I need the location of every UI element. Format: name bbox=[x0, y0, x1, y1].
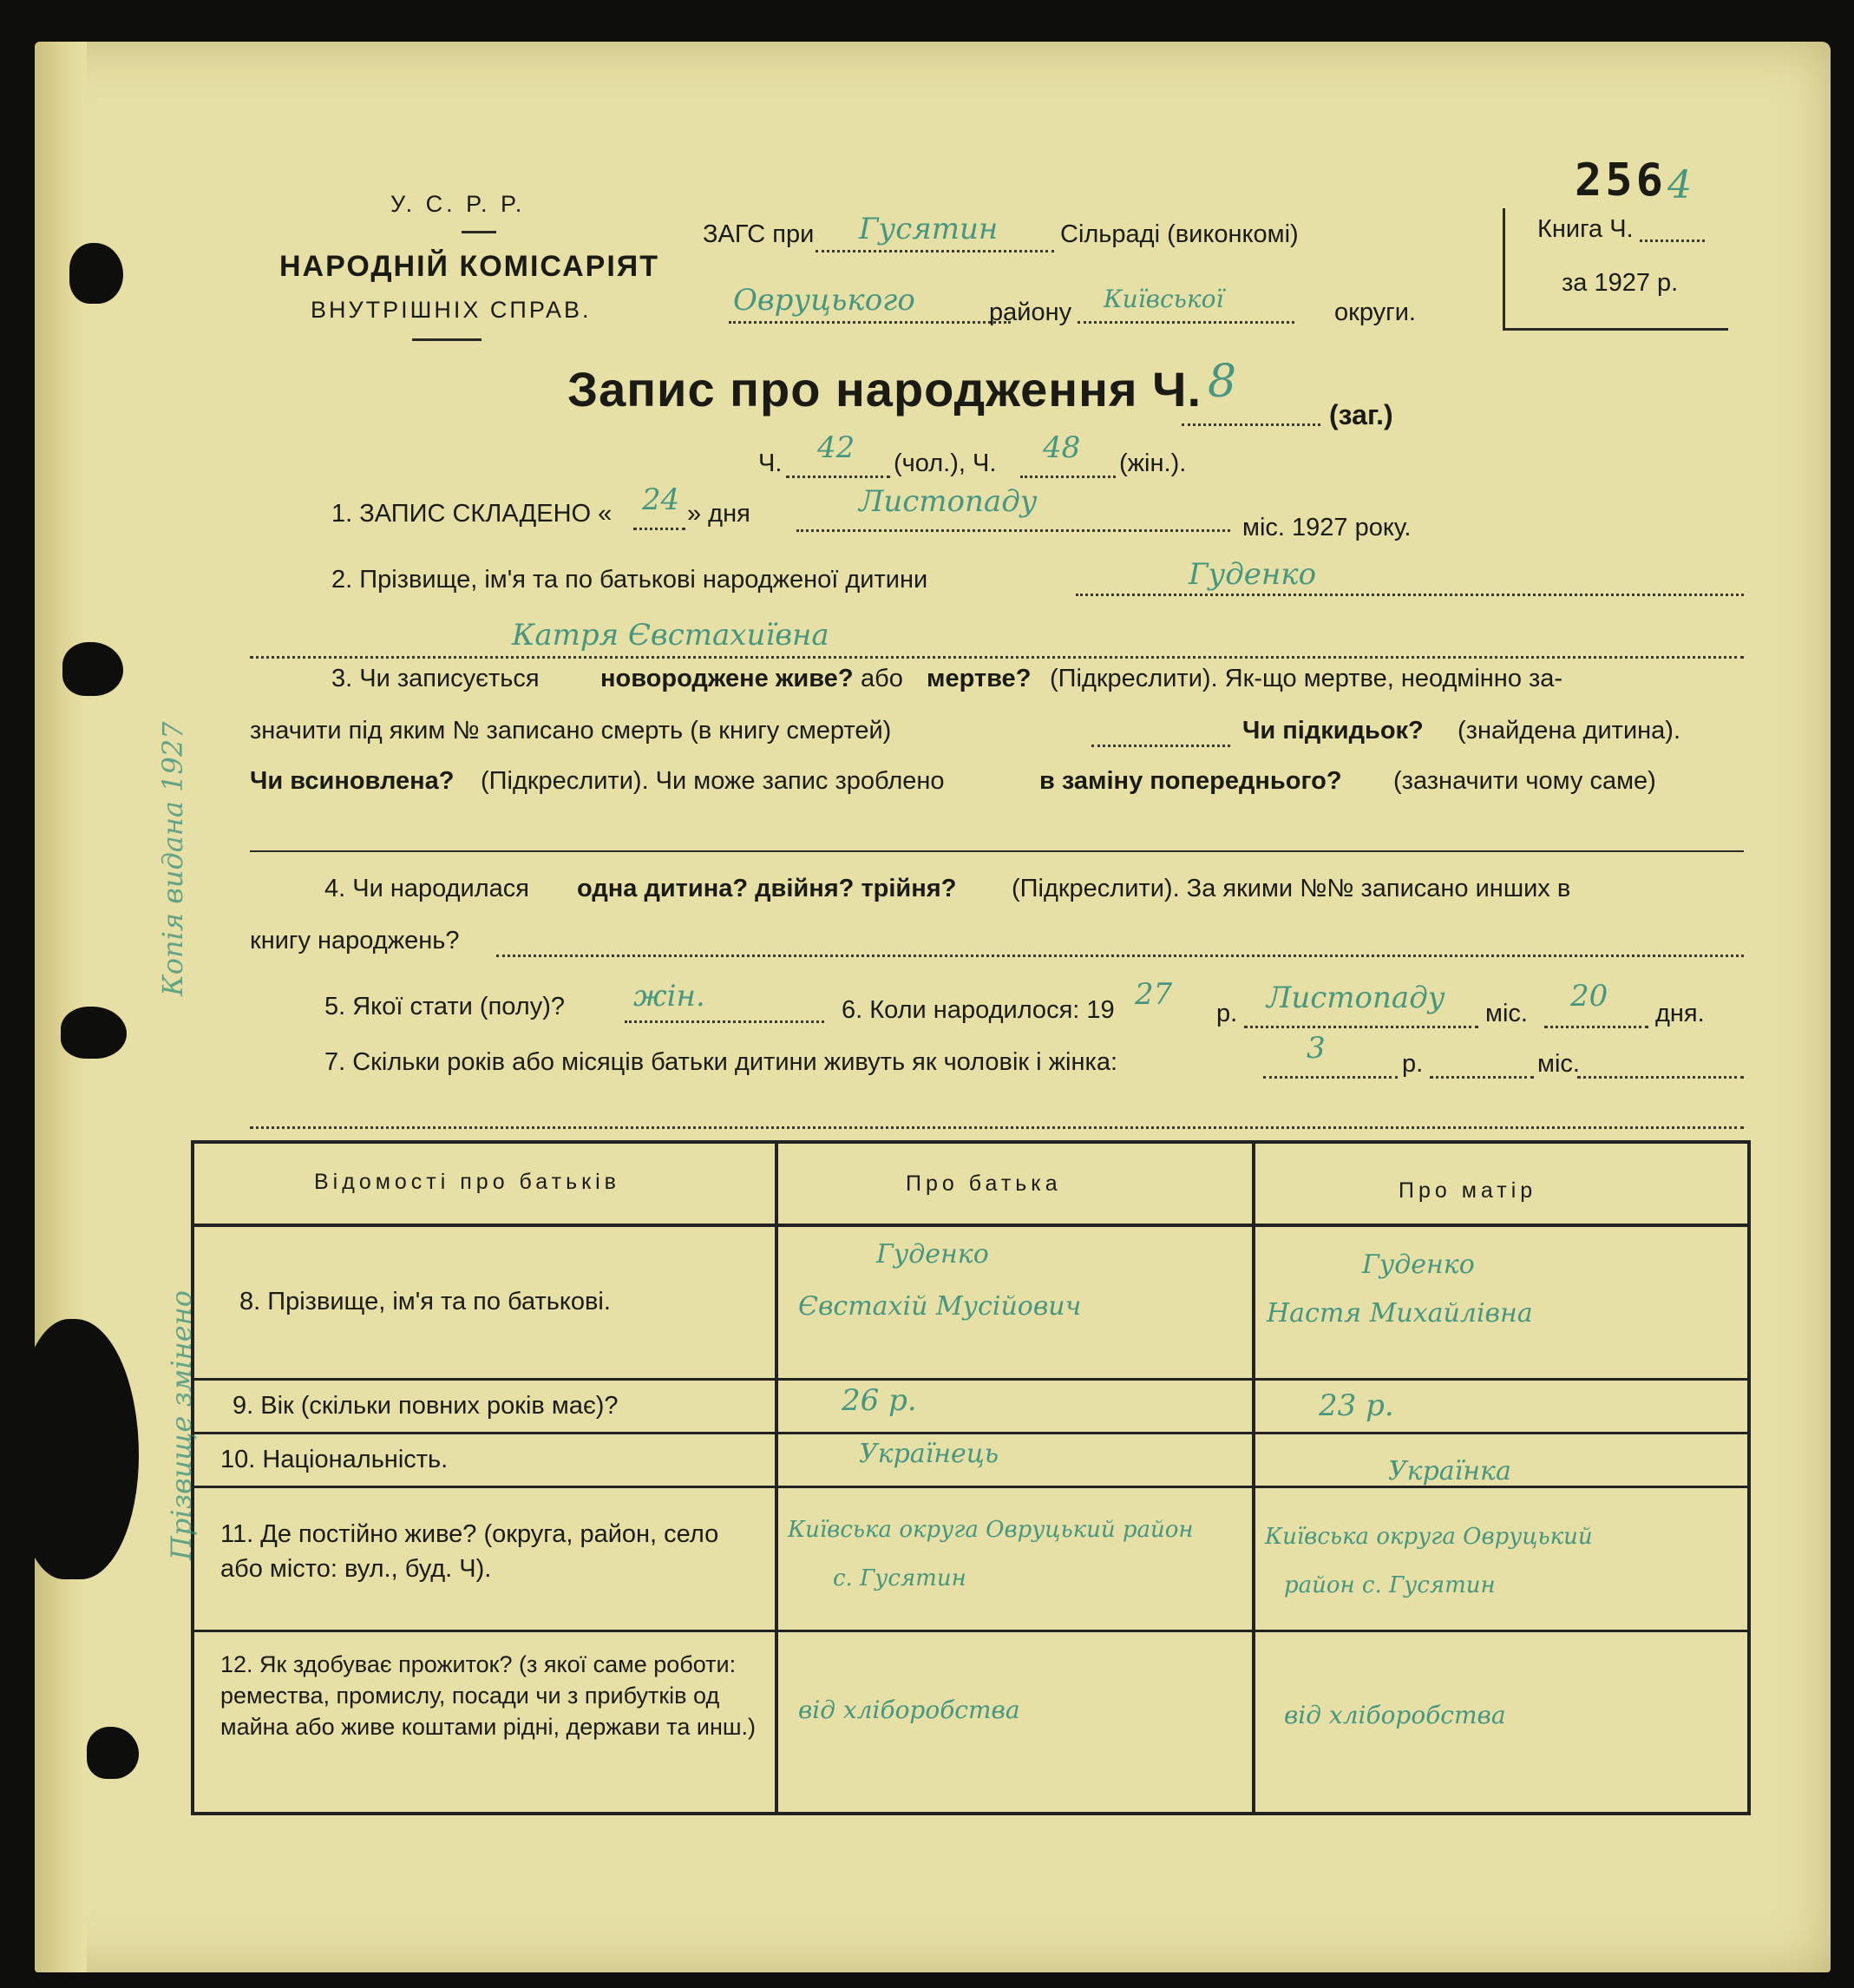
title-number-hw: 8 bbox=[1208, 356, 1237, 408]
row10-father-nationality: Українець bbox=[859, 1439, 999, 1469]
punch-hole bbox=[62, 642, 123, 696]
district-hw: Овруцького bbox=[733, 283, 915, 318]
field7-mis: міс. bbox=[1537, 1050, 1580, 1078]
field3-c: або bbox=[861, 665, 903, 692]
table-row-rule bbox=[191, 1486, 1747, 1488]
record-number-hw: 4 bbox=[1667, 163, 1692, 207]
field1-mid: » дня bbox=[687, 500, 750, 528]
row11-father-residence: Київська округа Овруцький район bbox=[788, 1517, 1194, 1543]
field2-dotline2 bbox=[250, 656, 1744, 659]
field5-dotline bbox=[625, 1020, 824, 1023]
row8-label: 8. Прізвище, ім'я та по батькові. bbox=[239, 1288, 611, 1315]
table-row-rule bbox=[191, 1378, 1747, 1381]
field3-alive: новороджене живе? bbox=[600, 665, 854, 692]
field1-label: 1. ЗАПИС СКЛАДЕНО « bbox=[331, 500, 613, 528]
district-dotline bbox=[729, 321, 1011, 324]
field4-options: одна дитина? двійня? трійня? bbox=[577, 875, 957, 902]
field3-rule bbox=[250, 850, 1744, 852]
field6-month-dotline bbox=[1244, 1026, 1478, 1028]
field3-line2a: значити під яким № записано смерть (в книгу смертей) bbox=[250, 717, 892, 745]
field7-r: р. bbox=[1402, 1050, 1424, 1078]
row12-father-livelihood: від хліборобства bbox=[798, 1696, 1020, 1724]
field2-name-hw: Катря Євстахиївна bbox=[512, 618, 829, 653]
margin-note-2: Прізвище змінено bbox=[165, 1289, 198, 1560]
row9-mother-age: 23 р. bbox=[1319, 1388, 1394, 1423]
table-col-divider bbox=[1252, 1140, 1255, 1812]
field1-day-dotline bbox=[633, 528, 685, 530]
field3-line3d: (зазначити чому саме) bbox=[1393, 767, 1656, 795]
field4-a: 4. Чи народилася bbox=[324, 875, 529, 902]
ch-label: Ч. bbox=[758, 449, 783, 477]
field6-label: 6. Коли народилося: 19 bbox=[842, 996, 1115, 1024]
punch-hole bbox=[61, 1007, 127, 1059]
field7-years-hw: 3 bbox=[1307, 1031, 1326, 1066]
field5-hw: жін. bbox=[633, 979, 705, 1014]
title-dotline bbox=[1182, 423, 1320, 426]
divider bbox=[412, 338, 482, 341]
female-count-hw: 48 bbox=[1043, 430, 1081, 465]
field4-c: (Підкреслити). За якими №№ записано инших в bbox=[1012, 875, 1571, 902]
field4-dotline bbox=[496, 955, 1744, 957]
row10-mother-nationality: Українка bbox=[1388, 1456, 1511, 1486]
row8-father-name: Євстахій Мусійович bbox=[798, 1291, 1082, 1322]
male-count-hw: 42 bbox=[817, 430, 855, 465]
row12-mother-livelihood: від хліборобства bbox=[1284, 1701, 1506, 1729]
row12-label: 12. Як здобуває прожиток? (з якої саме роботи: ремества, промислу, посади чи з прибутків од майна або живе коштами рідні, держави та инш.) bbox=[220, 1651, 757, 1740]
row9-father-age: 26 р. bbox=[842, 1383, 917, 1418]
zags-label: ЗАГС при bbox=[703, 220, 815, 248]
field7-label: 7. Скільки років або місяців батьки дитини живуть як чоловік і жінка: bbox=[324, 1048, 1118, 1076]
table-col-divider bbox=[775, 1140, 778, 1812]
field4-line2: книгу народжень? bbox=[250, 927, 460, 955]
okrug-hw: Київської bbox=[1104, 285, 1224, 313]
year-label: за 1927 р. bbox=[1562, 269, 1679, 297]
punch-hole bbox=[69, 243, 123, 304]
field3-foundling: Чи підкидьок? bbox=[1242, 717, 1424, 745]
field6-r: р. bbox=[1216, 1000, 1238, 1027]
table-row-rule bbox=[191, 1432, 1747, 1434]
chol-label: (чол.), Ч. bbox=[894, 449, 997, 477]
field3-a: 3. Чи записується bbox=[331, 665, 540, 692]
row9-label: 9. Вік (скільки повних років має)? bbox=[233, 1392, 619, 1420]
col-header-info: Відомості про батьків bbox=[314, 1170, 620, 1194]
rayon-label: району bbox=[989, 299, 1072, 326]
commissariat-label: НАРОДНІЙ КОМІСАРІЯТ bbox=[279, 250, 659, 283]
table-row-rule bbox=[191, 1630, 1747, 1632]
field2-label: 2. Прізвище, ім'я та по батькові народженої дитини bbox=[331, 566, 928, 594]
field1-day-hw: 24 bbox=[642, 482, 680, 517]
col-header-mother: Про матір bbox=[1399, 1178, 1537, 1203]
field6-dnia: дня. bbox=[1655, 1000, 1705, 1027]
field7-dotline2 bbox=[250, 1126, 1744, 1129]
row11-mother-residence2: район с. Гусятин bbox=[1284, 1572, 1496, 1598]
female-dotline bbox=[1020, 476, 1116, 478]
book-box-border bbox=[1503, 328, 1728, 331]
okrug-label: округи. bbox=[1334, 299, 1416, 326]
field3-adopted: Чи всиновлена? bbox=[250, 767, 455, 795]
table-header-rule bbox=[191, 1224, 1747, 1227]
field3-replace: в заміну попереднього? bbox=[1039, 767, 1342, 795]
record-number-stamp: 256 bbox=[1575, 154, 1667, 207]
divider bbox=[462, 231, 496, 233]
field6-day-dotline bbox=[1544, 1026, 1648, 1028]
row11-father-residence2: с. Гусятин bbox=[833, 1565, 966, 1591]
field7-months-dotline bbox=[1430, 1076, 1534, 1079]
row8-mother-name: Настя Михайлівна bbox=[1267, 1298, 1533, 1329]
zags-village-hw: Гусятин bbox=[859, 212, 999, 246]
field6-month-hw: Листопаду bbox=[1267, 981, 1445, 1015]
book-box-border bbox=[1503, 208, 1505, 330]
field2-dotline bbox=[1076, 594, 1744, 596]
field7-tail-dotline bbox=[1577, 1076, 1744, 1079]
row11-label: 11. Де постійно живе? (округа, район, село або місто: вул., буд. Ч). bbox=[220, 1520, 719, 1583]
field6-mis: міс. bbox=[1485, 1000, 1528, 1027]
silradi-label: Сільраді (виконкомі) bbox=[1060, 220, 1299, 248]
field3-line3b: (Підкреслити). Чи може запис зроблено bbox=[481, 767, 945, 795]
field1-month-dotline bbox=[796, 529, 1230, 532]
book-label: Книга Ч. bbox=[1537, 215, 1634, 243]
margin-note-1: Копія видана 1927 bbox=[156, 721, 189, 996]
row10-label: 10. Національність. bbox=[220, 1446, 449, 1473]
document-page bbox=[35, 42, 1831, 1972]
department-label: ВНУТРІШНІХ СПРАВ. bbox=[311, 297, 592, 323]
field7-years-dotline bbox=[1263, 1076, 1398, 1079]
row11-mother-residence: Київська округа Овруцький bbox=[1265, 1524, 1593, 1550]
field2-surname-hw: Гуденко bbox=[1189, 557, 1317, 592]
row8-mother-surname: Гуденко bbox=[1362, 1250, 1475, 1280]
page-title: Запис про народження Ч. bbox=[567, 362, 1202, 417]
col-header-father: Про батька bbox=[906, 1171, 1062, 1196]
field3-dead: мертве? bbox=[927, 665, 1032, 692]
punch-hole bbox=[87, 1727, 139, 1779]
zag-label: (заг.) bbox=[1329, 399, 1393, 430]
field3-e: (Підкреслити). Як-що мертве, неодмінно за- bbox=[1050, 665, 1563, 692]
male-dotline bbox=[786, 476, 890, 478]
zags-dotline bbox=[816, 250, 1054, 253]
field3-line2c: (знайдена дитина). bbox=[1458, 717, 1681, 745]
field1-end: міс. 1927 року. bbox=[1242, 514, 1412, 541]
row8-father-surname: Гуденко bbox=[876, 1239, 989, 1270]
republic-label: У. С. Р. Р. bbox=[390, 191, 526, 217]
field1-month-hw: Листопаду bbox=[859, 484, 1038, 519]
zhin-label: (жін.). bbox=[1119, 449, 1187, 477]
book-dotline bbox=[1640, 239, 1705, 242]
field5-label: 5. Якої стати (полу)? bbox=[324, 993, 565, 1020]
field3-death-dotline bbox=[1091, 745, 1230, 747]
field6-day-hw: 20 bbox=[1570, 979, 1608, 1014]
okrug-dotline bbox=[1078, 321, 1294, 324]
field6-year-hw: 27 bbox=[1135, 977, 1173, 1012]
